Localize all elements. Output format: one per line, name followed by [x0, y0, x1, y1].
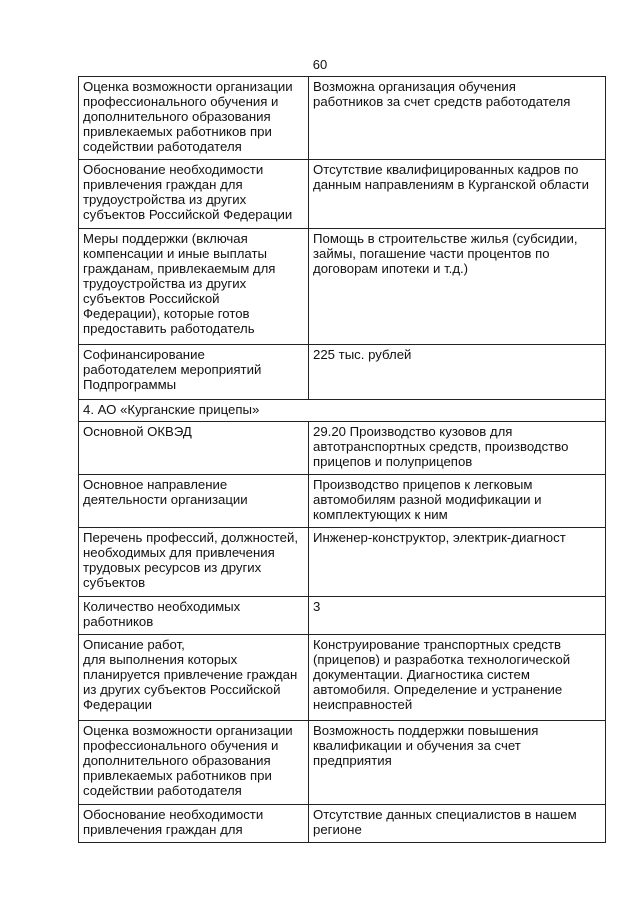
row-value [309, 422, 606, 475]
row-label-text: Обоснование необходимости привлечения граждан для [83, 807, 264, 837]
row-value-text: Отсутствие данных специалистов в нашем регионе [313, 807, 577, 837]
row-label [79, 422, 309, 475]
table-row [79, 635, 606, 721]
table-row [79, 422, 606, 475]
row-value-text: Возможность поддержки повышения квалификации и обучения за счет предприятия [313, 723, 539, 768]
row-label [79, 721, 309, 805]
table-row [79, 597, 606, 635]
row-value-text: 3 [313, 599, 321, 614]
row-label-text: Описание работ, для выполнения которых планируется привлечение граждан из других субъектов Российской Федерации [83, 637, 298, 712]
row-label [79, 77, 309, 160]
row-value [309, 229, 606, 345]
row-value-text: 225 тыс. рублей [313, 347, 412, 362]
row-value [309, 597, 606, 635]
section-heading [79, 400, 606, 422]
row-label-text: Основной ОКВЭД [83, 424, 192, 439]
row-label-text: Софинансирование работодателем мероприятий Подпрограммы [83, 347, 262, 392]
row-label-text: Основное направление деятельности организации [83, 477, 248, 507]
row-value [309, 805, 606, 843]
row-value [309, 77, 606, 160]
table-row [79, 345, 606, 400]
table-row [79, 229, 606, 345]
row-label-text: Перечень профессий, должностей, необходимых для привлечения трудовых ресурсов из других субъектов [83, 530, 299, 590]
row-value-text: Инженер-конструктор, электрик-диагност [313, 530, 566, 545]
row-label [79, 160, 309, 229]
row-label-text: Оценка возможности организации профессионального обучения и дополнительного образования привлекаемых работников при содействии работодателя [83, 79, 293, 154]
row-value-text: Помощь в строительстве жилья (субсидии, займы, погашение части процентов по договорам ипотеки и т.д.) [313, 231, 578, 276]
row-label [79, 229, 309, 345]
section-heading-text: 4. АО «Курганские прицепы» [83, 402, 260, 417]
row-value [309, 635, 606, 721]
row-label [79, 805, 309, 843]
row-value-text: Конструирование транспортных средств (прицепов) и разработка технологической документации. Диагностика систем автомобиля. Определение и устранение неисправностей [313, 637, 571, 712]
row-value-text: Возможна организация обучения работников за счет средств работодателя [313, 79, 571, 109]
row-label-text: Количество необходимых работников [83, 599, 241, 629]
row-label-text: Меры поддержки (включая компенсации и иные выплаты гражданам, привлекаемым для трудоустройства из других субъектов Российской Федерации), которые готов предоставить работодатель [83, 231, 276, 336]
row-label-text: Оценка возможности организации профессионального обучения и дополнительного образования привлекаемых работников при содействии работодателя [83, 723, 293, 798]
row-value [309, 528, 606, 597]
row-label [79, 345, 309, 400]
row-value-text: 29.20 Производство кузовов для автотранспортных средств, производство прицепов и полуприцепов [313, 424, 569, 469]
page-number: 60 [312, 57, 328, 72]
table-row [79, 721, 606, 805]
row-label [79, 635, 309, 721]
table-row [79, 528, 606, 597]
row-value [309, 345, 606, 400]
table-row [79, 77, 606, 160]
section-row [79, 400, 606, 422]
row-value-text: Отсутствие квалифицированных кадров по данным направлениям в Курганской области [313, 162, 589, 192]
row-label [79, 597, 309, 635]
data-table [78, 76, 606, 843]
row-label-text: Обоснование необходимости привлечения граждан для трудоустройства из других субъектов Российской Федерации [83, 162, 293, 222]
table-row [79, 160, 606, 229]
row-value [309, 160, 606, 229]
row-value [309, 721, 606, 805]
row-value-text: Производство прицепов к легковым автомобилям разной модификации и комплектующих к ним [313, 477, 542, 522]
table-row [79, 805, 606, 843]
row-label [79, 528, 309, 597]
row-value [309, 475, 606, 528]
table-row [79, 475, 606, 528]
row-label [79, 475, 309, 528]
